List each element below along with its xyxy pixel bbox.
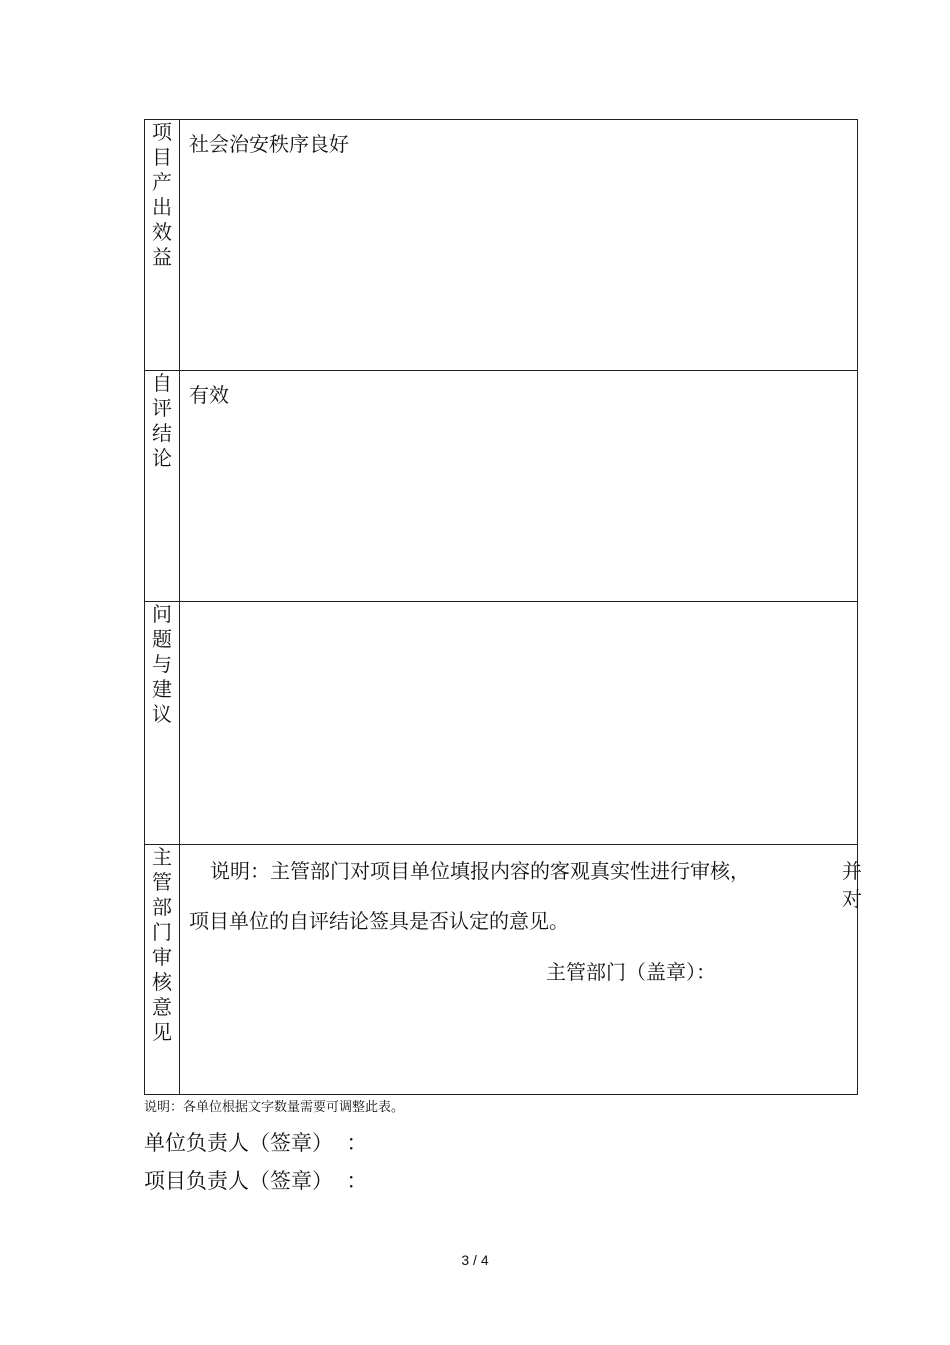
row-label-output-benefit: 项目产出效益 (152, 120, 172, 269)
row-problems-suggestions (145, 602, 858, 845)
department-seal-label: 主管部门（盖章）： (546, 960, 716, 984)
project-head-signature: 项目负责人（签章） ： (144, 1169, 368, 1193)
row-project-output-benefit (145, 120, 858, 371)
problems-suggestions-text (180, 602, 857, 612)
evaluation-form-table (144, 119, 862, 1095)
row-label-self-evaluation: 自评结论 (152, 371, 172, 470)
output-benefit-text: 社会治安秩序良好 (189, 132, 349, 156)
table-note: 说明：各单位根据文字数量需要可调整此表。 (144, 1100, 405, 1115)
content-cell (180, 602, 858, 845)
review-instruction-line1-tail: 并对 (842, 859, 862, 911)
unit-head-signature: 单位负责人（签章） ： (144, 1131, 368, 1155)
label-cell (145, 845, 180, 1095)
label-cell (145, 371, 180, 602)
row-department-review (145, 845, 858, 1095)
review-instruction-line1: 说明：主管部门对项目单位填报内容的客观真实性进行审核， (210, 859, 750, 883)
label-cell (145, 120, 180, 371)
row-label-department-review: 主管部门审核意见 (152, 845, 172, 1044)
review-instruction-line2: 项目单位的自评结论签具是否认定的意见。 (189, 909, 569, 933)
content-cell (180, 845, 862, 1095)
content-cell (180, 371, 858, 602)
row-self-evaluation-conclusion (145, 371, 858, 602)
content-cell (180, 120, 858, 371)
label-cell (145, 602, 180, 845)
review-content (180, 845, 862, 1094)
row-label-problems-suggestions: 问题与建议 (152, 602, 172, 726)
page-number: 3 / 4 (461, 1252, 489, 1268)
self-evaluation-text: 有效 (189, 383, 229, 407)
